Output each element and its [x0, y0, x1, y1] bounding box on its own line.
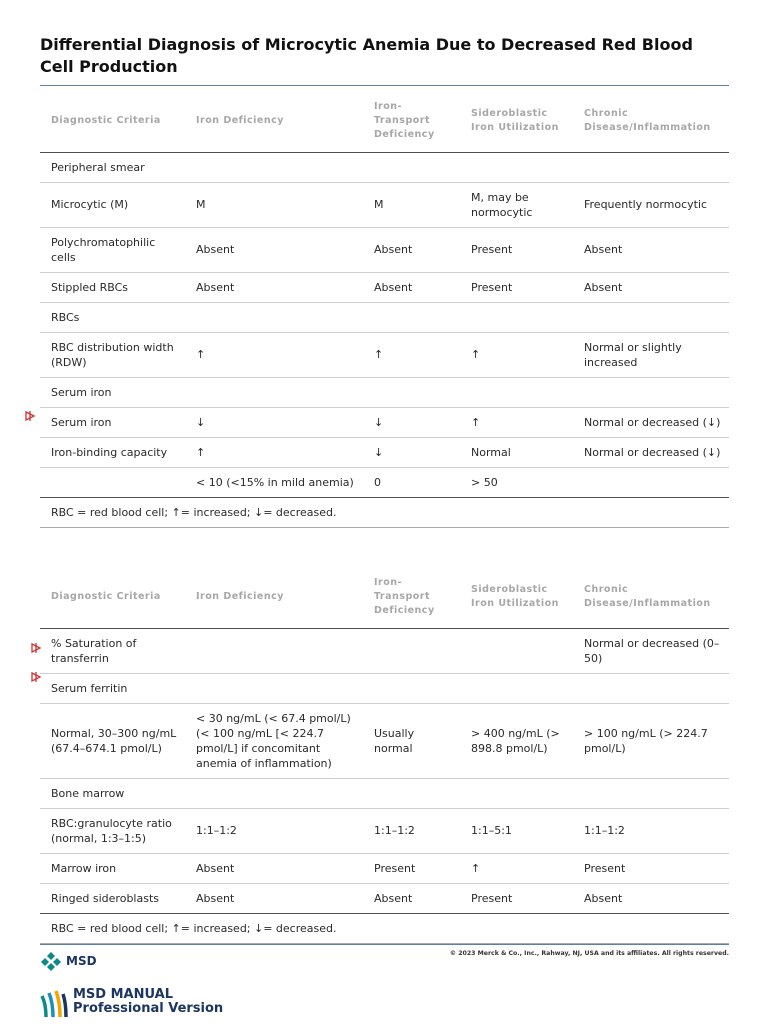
- column-header: Sideroblastic Iron Utilization: [460, 90, 573, 152]
- table-cell: Normal or decreased (↓): [573, 407, 729, 437]
- table-cell: Present: [460, 883, 573, 913]
- table-row: [40, 182, 729, 227]
- table-row: [40, 467, 729, 497]
- table-header-row: [40, 90, 729, 152]
- table-cell: > 50: [460, 467, 573, 497]
- table-cell: Absent: [185, 272, 363, 302]
- table-cell: Iron-binding capacity: [40, 437, 185, 467]
- section-label: Serum ferritin: [40, 673, 729, 703]
- manual-title: MSD MANUAL: [73, 987, 173, 1002]
- table-cell: Normal or decreased (0–50): [573, 628, 729, 673]
- table-cell: ↑: [185, 332, 363, 377]
- table-cell: 1:1–5:1: [460, 808, 573, 853]
- table-row: [40, 227, 729, 272]
- table-cell: Usually normal: [363, 703, 460, 778]
- table-cell: M: [363, 182, 460, 227]
- table-cell: ↑: [185, 437, 363, 467]
- manual-subtitle: Professional Version: [73, 1001, 224, 1016]
- column-header: Iron-Transport Deficiency: [363, 90, 460, 152]
- section-row: [40, 152, 729, 182]
- table-cell: Present: [460, 227, 573, 272]
- footnote-row: [40, 497, 729, 527]
- section-row: [40, 778, 729, 808]
- table-cell: M: [185, 182, 363, 227]
- section-label: Serum iron: [40, 377, 729, 407]
- table-cell: ↓: [185, 407, 363, 437]
- table-cell: Normal, 30–300 ng/mL (67.4–674.1 pmol/L): [40, 703, 185, 778]
- table-cell: > 100 ng/mL (> 224.7 pmol/L): [573, 703, 729, 778]
- column-header: Iron-Transport Deficiency: [363, 566, 460, 628]
- table-cell: RBC:granulocyte ratio (normal, 1:3–1:5): [40, 808, 185, 853]
- table-cell: Present: [573, 853, 729, 883]
- table-footnote: RBC = red blood cell; ↑= increased; ↓= decreased.: [40, 497, 729, 527]
- table-cell: ↓: [363, 407, 460, 437]
- table-cell: ↑: [460, 853, 573, 883]
- annotation-marker-icon: [30, 642, 42, 654]
- table-cell: 1:1–1:2: [363, 808, 460, 853]
- table-row: [40, 853, 729, 883]
- table-cell: Absent: [573, 883, 729, 913]
- table-footnote: RBC = red blood cell; ↑= increased; ↓= decreased.: [40, 913, 729, 943]
- table-cell: [573, 467, 729, 497]
- table-cell: ↓: [363, 437, 460, 467]
- table-cell: M, may be normocytic: [460, 182, 573, 227]
- msd-logo-text: MSD: [66, 954, 97, 968]
- table-cell: [185, 628, 363, 673]
- column-header: Chronic Disease/Inflammation: [573, 90, 729, 152]
- table-cell: Frequently normocytic: [573, 182, 729, 227]
- annotation-marker-icon: [24, 410, 36, 422]
- table-cell: 1:1–1:2: [573, 808, 729, 853]
- table-cell: Absent: [363, 883, 460, 913]
- table-row: [40, 628, 729, 673]
- table-cell: Absent: [363, 272, 460, 302]
- column-header: Diagnostic Criteria: [40, 90, 185, 152]
- table-cell: 1:1–1:2: [185, 808, 363, 853]
- msd-logo-icon: [40, 951, 62, 971]
- annotation-marker-icon: [30, 671, 42, 683]
- table-cell: Serum iron: [40, 407, 185, 437]
- table-cell: Ringed sideroblasts: [40, 883, 185, 913]
- table-row: [40, 437, 729, 467]
- table-cell: [363, 628, 460, 673]
- msd-manual-wordmark: [73, 988, 223, 1016]
- table-cell: Absent: [363, 227, 460, 272]
- section-row: [40, 377, 729, 407]
- msd-manual-logo-icon: [40, 988, 68, 1018]
- diagnosis-table-part-2: [40, 566, 729, 944]
- copyright-notice: © 2023 Merck & Co., Inc., Rahway, NJ, USA and its affiliates. All rights reserved.: [449, 950, 729, 957]
- table-cell: Present: [460, 272, 573, 302]
- table-cell: [40, 467, 185, 497]
- table-cell: Absent: [185, 853, 363, 883]
- table-cell: % Saturation of transferrin: [40, 628, 185, 673]
- table-cell: < 10 (<15% in mild anemia): [185, 467, 363, 497]
- footer-divider: [40, 944, 729, 945]
- column-header: Diagnostic Criteria: [40, 566, 185, 628]
- table-cell: ↑: [460, 407, 573, 437]
- table-row: [40, 332, 729, 377]
- footnote-row: [40, 913, 729, 943]
- column-header: Iron Deficiency: [185, 90, 363, 152]
- table-cell: ↑: [460, 332, 573, 377]
- table-cell: Absent: [573, 272, 729, 302]
- table-cell: > 400 ng/mL (> 898.8 pmol/L): [460, 703, 573, 778]
- column-header: Sideroblastic Iron Utilization: [460, 566, 573, 628]
- table-cell: RBC distribution width (RDW): [40, 332, 185, 377]
- table-row: [40, 272, 729, 302]
- table-cell: Microcytic (M): [40, 182, 185, 227]
- table-cell: ↑: [363, 332, 460, 377]
- table-cell: Normal or decreased (↓): [573, 437, 729, 467]
- table-cell: < 30 ng/mL (< 67.4 pmol/L) (< 100 ng/mL [< 224.7 pmol/L] if concomitant anemia of inflammation): [185, 703, 363, 778]
- table-cell: Normal: [460, 437, 573, 467]
- table-cell: 0: [363, 467, 460, 497]
- msd-logo: [40, 950, 97, 972]
- section-row: [40, 302, 729, 332]
- column-header: Iron Deficiency: [185, 566, 363, 628]
- table-cell: Present: [363, 853, 460, 883]
- column-header: Chronic Disease/Inflammation: [573, 566, 729, 628]
- table-row: [40, 883, 729, 913]
- section-label: Bone marrow: [40, 778, 729, 808]
- table-row: [40, 808, 729, 853]
- table-row: [40, 407, 729, 437]
- table-cell: Stippled RBCs: [40, 272, 185, 302]
- msd-manual-logo: [40, 988, 223, 1022]
- section-row: [40, 673, 729, 703]
- section-label: RBCs: [40, 302, 729, 332]
- table-row: [40, 703, 729, 778]
- table-cell: Marrow iron: [40, 853, 185, 883]
- page-title: Differential Diagnosis of Microcytic Anemia Due to Decreased Red Blood Cell Production: [40, 35, 693, 76]
- title-divider: [40, 85, 729, 86]
- table-cell: [460, 628, 573, 673]
- table-cell: Absent: [573, 227, 729, 272]
- table-cell: Normal or slightly increased: [573, 332, 729, 377]
- table-cell: Absent: [185, 883, 363, 913]
- table-cell: Polychromatophilic cells: [40, 227, 185, 272]
- table-cell: Absent: [185, 227, 363, 272]
- diagnosis-table-part-1: [40, 90, 729, 528]
- table-header-row: [40, 566, 729, 628]
- section-label: Peripheral smear: [40, 152, 729, 182]
